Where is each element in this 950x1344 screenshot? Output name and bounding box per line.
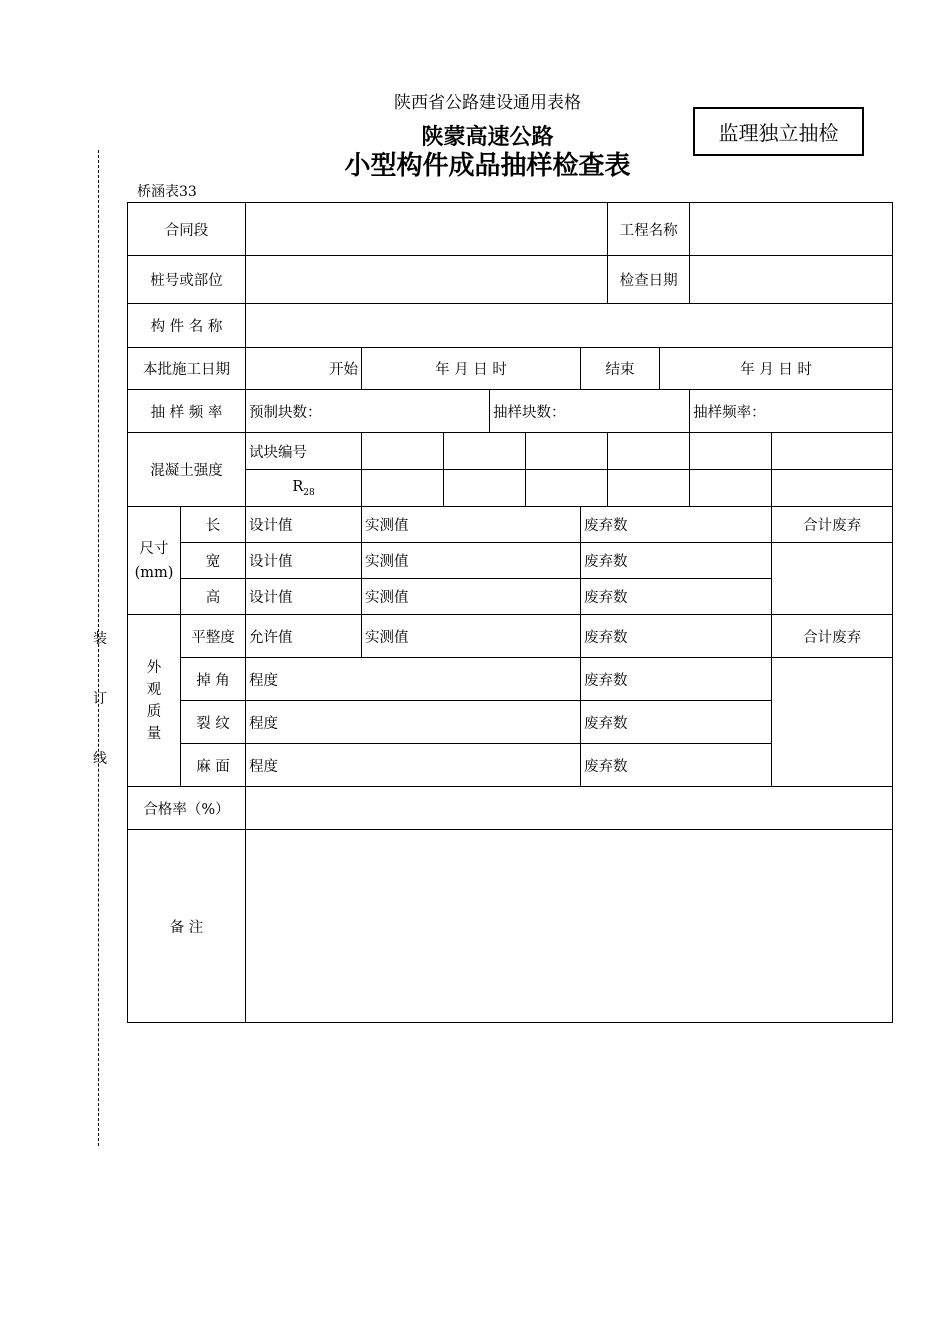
- appearance-quality-label: [128, 615, 181, 787]
- construction-date-label: 本批施工日期: [128, 348, 246, 390]
- dimension-text: 尺寸: [139, 540, 169, 557]
- row-specimen-no: [128, 433, 893, 470]
- appearance-total-reject-field[interactable]: [772, 658, 893, 787]
- station-label: 桩号或部位: [128, 256, 246, 304]
- flatness-reject-count[interactable]: 废弃数: [581, 615, 772, 658]
- project-title: 陕蒙高速公路: [421, 125, 554, 150]
- r28-cell[interactable]: [526, 470, 608, 507]
- start-datetime-field[interactable]: 年 月 日 时: [362, 348, 581, 390]
- chipped-corner-degree[interactable]: 程度: [246, 658, 581, 701]
- crack-reject-count[interactable]: 废弃数: [581, 701, 772, 744]
- end-label: 结束: [581, 348, 660, 390]
- appearance-char: 外: [146, 659, 162, 676]
- height-design-value[interactable]: 设计值: [246, 579, 362, 615]
- binding-char-2: 订: [93, 691, 107, 707]
- binding-char-3: 线: [93, 751, 107, 767]
- specimen-cell[interactable]: [362, 433, 444, 470]
- length-design-value[interactable]: 设计值: [246, 507, 362, 543]
- flatness-allowable-value[interactable]: 允许值: [246, 615, 362, 658]
- inspection-form-table: [127, 202, 893, 1023]
- component-name-label: 构 件 名 称: [128, 304, 246, 348]
- length-reject-count[interactable]: 废弃数: [581, 507, 772, 543]
- pitting-degree[interactable]: 程度: [246, 744, 581, 787]
- contract-section-field[interactable]: [246, 203, 608, 256]
- r28-cell[interactable]: [362, 470, 444, 507]
- row-component: [128, 304, 893, 348]
- r28-subscript: 28: [303, 487, 315, 498]
- binding-dashed-line: [98, 150, 99, 1146]
- inspection-date-field[interactable]: [690, 256, 893, 304]
- row-width: [128, 543, 893, 579]
- start-label: 开始: [246, 348, 362, 390]
- row-length: [128, 507, 893, 543]
- component-name-field[interactable]: [246, 304, 893, 348]
- crack-label: 裂 纹: [181, 701, 246, 744]
- specimen-cell[interactable]: [526, 433, 608, 470]
- dimension-unit: (mm): [134, 564, 174, 581]
- binding-char-1: 装: [93, 631, 107, 647]
- height-label: 高: [181, 579, 246, 615]
- precast-count-field[interactable]: 预制块数：: [246, 390, 490, 433]
- width-reject-count[interactable]: 废弃数: [581, 543, 772, 579]
- crack-degree[interactable]: 程度: [246, 701, 581, 744]
- width-label: 宽: [181, 543, 246, 579]
- specimen-cell[interactable]: [608, 433, 690, 470]
- sample-count-field[interactable]: 抽样块数：: [490, 390, 690, 433]
- row-pass-rate: [128, 787, 893, 830]
- end-datetime-field[interactable]: 年 月 日 时: [660, 348, 893, 390]
- specimen-cell[interactable]: [690, 433, 772, 470]
- pitting-reject-count[interactable]: 废弃数: [581, 744, 772, 787]
- sampling-frequency-label: 抽 样 频 率: [128, 390, 246, 433]
- appearance-char: 质: [146, 703, 162, 720]
- row-sampling: [128, 390, 893, 433]
- flatness-measured-value[interactable]: 实测值: [362, 615, 581, 658]
- pitting-label: 麻 面: [181, 744, 246, 787]
- chipped-corner-label: 掉 角: [181, 658, 246, 701]
- row-flatness: [128, 615, 893, 658]
- appearance-total-reject-label: 合计废弃: [772, 615, 893, 658]
- specimen-no-label: 试块编号: [246, 433, 362, 470]
- dimension-total-reject-label: 合计废弃: [772, 507, 893, 543]
- r28-cell[interactable]: [772, 470, 893, 507]
- r28-cell[interactable]: [608, 470, 690, 507]
- remarks-field[interactable]: [246, 830, 893, 1023]
- height-measured-value[interactable]: 实测值: [362, 579, 581, 615]
- form-series-header: 陕西省公路建设通用表格: [394, 93, 581, 113]
- pass-rate-field[interactable]: [246, 787, 893, 830]
- height-reject-count[interactable]: 废弃数: [581, 579, 772, 615]
- r28-base: R: [292, 478, 304, 495]
- concrete-strength-label: 混凝土强度: [128, 433, 246, 507]
- r28-cell[interactable]: [690, 470, 772, 507]
- project-name-label: 工程名称: [608, 203, 690, 256]
- remarks-label: 备 注: [128, 830, 246, 1023]
- row-station: [128, 256, 893, 304]
- r28-label: [246, 470, 362, 507]
- flatness-label: 平整度: [181, 615, 246, 658]
- pass-rate-label: 合格率（%）: [128, 787, 246, 830]
- row-chipped-corner: [128, 658, 893, 701]
- form-code: 桥涵表33: [137, 184, 197, 200]
- project-name-field[interactable]: [690, 203, 893, 256]
- length-measured-value[interactable]: 实测值: [362, 507, 581, 543]
- specimen-cell[interactable]: [772, 433, 893, 470]
- r28-cell[interactable]: [444, 470, 526, 507]
- station-field[interactable]: [246, 256, 608, 304]
- supervision-stamp: 监理独立抽检: [693, 107, 864, 156]
- appearance-char: 量: [146, 725, 162, 742]
- row-construction-date: [128, 348, 893, 390]
- width-measured-value[interactable]: 实测值: [362, 543, 581, 579]
- dimension-label: [128, 507, 181, 615]
- form-title: 小型构件成品抽样检查表: [344, 151, 631, 181]
- row-contract: [128, 203, 893, 256]
- specimen-cell[interactable]: [444, 433, 526, 470]
- row-remarks: [128, 830, 893, 1023]
- appearance-char: 观: [146, 681, 162, 698]
- chipped-corner-reject-count[interactable]: 废弃数: [581, 658, 772, 701]
- inspection-date-label: 检查日期: [608, 256, 690, 304]
- length-label: 长: [181, 507, 246, 543]
- width-design-value[interactable]: 设计值: [246, 543, 362, 579]
- contract-section-label: 合同段: [128, 203, 246, 256]
- sample-rate-field[interactable]: 抽样频率：: [690, 390, 893, 433]
- dimension-total-reject-field[interactable]: [772, 543, 893, 615]
